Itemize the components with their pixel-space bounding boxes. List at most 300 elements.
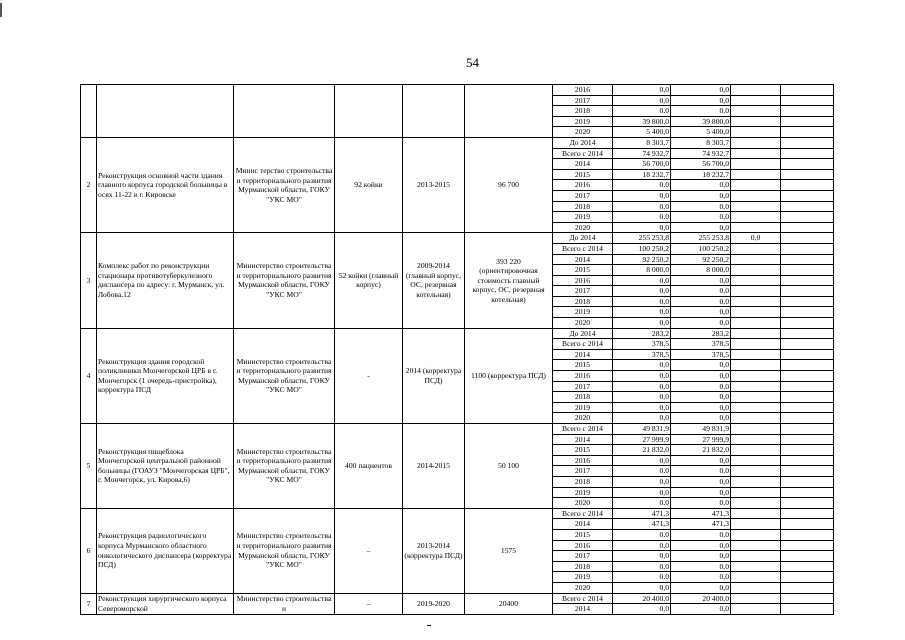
- project-period: 2014 (корректура ПСД): [403, 328, 465, 423]
- year-cell: Всего с 2014: [553, 508, 613, 519]
- federal-budget-cell: [731, 519, 781, 530]
- project-capacity: –: [335, 508, 403, 593]
- federal-budget-cell: [731, 487, 781, 498]
- project-customer: Министерство строительства и территориального развития Мурманской области, ГОКУ "УКС МО": [234, 233, 335, 328]
- federal-budget-cell: [731, 159, 781, 170]
- regional-budget-cell: 0,0: [671, 455, 731, 466]
- project-period: 2009-2014 (главный корпус, ОС, резервная котельная): [403, 233, 465, 328]
- federal-budget-cell: [731, 148, 781, 159]
- year-cell: 2019: [553, 572, 613, 583]
- other-cell: [781, 445, 834, 456]
- project-period: [403, 85, 465, 138]
- total-cell: 0,0: [613, 498, 671, 509]
- federal-budget-cell: [731, 212, 781, 223]
- other-cell: [781, 392, 834, 403]
- regional-budget-cell: 0,0: [671, 85, 731, 96]
- project-capacity: 92 койки: [335, 137, 403, 232]
- year-cell: 2015: [553, 360, 613, 371]
- project-customer: [234, 85, 335, 138]
- federal-budget-cell: [731, 466, 781, 477]
- regional-budget-cell: 0,0: [671, 286, 731, 297]
- total-cell: 0,0: [613, 307, 671, 318]
- federal-budget-cell: [731, 381, 781, 392]
- year-cell: 2017: [553, 466, 613, 477]
- other-cell: [781, 424, 834, 435]
- project-number: 5: [81, 424, 97, 509]
- total-cell: 74 932,7: [613, 148, 671, 159]
- regional-budget-cell: 0,0: [671, 476, 731, 487]
- regional-budget-cell: 0,0: [671, 371, 731, 382]
- total-cell: 0,0: [613, 222, 671, 233]
- total-cell: 471,3: [613, 508, 671, 519]
- regional-budget-cell: 471,3: [671, 508, 731, 519]
- project-customer: Министерство строительства и территориального развития Мурманской области, ГОКУ "УКС МО": [234, 508, 335, 593]
- regional-budget-cell: 0,0: [671, 296, 731, 307]
- regional-budget-cell: 8 000,0: [671, 265, 731, 276]
- table-row: [81, 593, 834, 604]
- project-cost: 20400: [465, 593, 553, 614]
- year-cell: 2015: [553, 169, 613, 180]
- regional-budget-cell: 18 232,7: [671, 169, 731, 180]
- total-cell: 18 232,7: [613, 169, 671, 180]
- total-cell: 378,5: [613, 339, 671, 350]
- federal-budget-cell: [731, 540, 781, 551]
- other-cell: [781, 254, 834, 265]
- table-row: [81, 508, 834, 519]
- other-cell: [781, 551, 834, 562]
- regional-budget-cell: 0,0: [671, 561, 731, 572]
- regional-budget-cell: 92 250,2: [671, 254, 731, 265]
- total-cell: 0,0: [613, 180, 671, 191]
- project-name: Реконструкция пищеблока Мончегорской центральной районной больницы (ГОАУЗ "Мончегорская ЦРБ", г. Мончегорск, ул. Кирова,6): [97, 424, 234, 509]
- regional-budget-cell: 0,0: [671, 95, 731, 106]
- year-cell: 2018: [553, 201, 613, 212]
- scan-edge-mark: [0, 3, 2, 17]
- other-cell: [781, 137, 834, 148]
- total-cell: 0,0: [613, 201, 671, 212]
- total-cell: 0,0: [613, 190, 671, 201]
- project-number: [81, 85, 97, 138]
- federal-budget-cell: [731, 561, 781, 572]
- year-cell: 2017: [553, 381, 613, 392]
- total-cell: 100 250,2: [613, 243, 671, 254]
- federal-budget-cell: [731, 180, 781, 191]
- total-cell: 0,0: [613, 551, 671, 562]
- project-cost: 50 100: [465, 424, 553, 509]
- total-cell: 471,3: [613, 519, 671, 530]
- project-capacity: 52 койки (главный корпус): [335, 233, 403, 328]
- project-cost: 1100 (корректура ПСД): [465, 328, 553, 423]
- regional-budget-cell: 0,0: [671, 381, 731, 392]
- year-cell: 2018: [553, 296, 613, 307]
- federal-budget-cell: [731, 127, 781, 138]
- total-cell: 49 831,9: [613, 424, 671, 435]
- year-cell: 2017: [553, 190, 613, 201]
- federal-budget-cell: [731, 286, 781, 297]
- other-cell: [781, 265, 834, 276]
- project-cost: 393 220 (ориентировочная стоимость главный корпус, ОС, резервная котельная): [465, 233, 553, 328]
- other-cell: [781, 328, 834, 339]
- total-cell: 0,0: [613, 360, 671, 371]
- project-customer: Минис терство строительства и территориального развития Мурманской области, ГОКУ "УКС МО": [234, 137, 335, 232]
- regional-budget-cell: 0,0: [671, 582, 731, 593]
- total-cell: 8 000,0: [613, 265, 671, 276]
- year-cell: 2014: [553, 349, 613, 360]
- project-period: 2013-2014 (корректура ПСД): [403, 508, 465, 593]
- other-cell: [781, 455, 834, 466]
- other-cell: [781, 349, 834, 360]
- federal-budget-cell: [731, 604, 781, 615]
- regional-budget-cell: 0,0: [671, 402, 731, 413]
- regional-budget-cell: 21 832,0: [671, 445, 731, 456]
- federal-budget-cell: [731, 296, 781, 307]
- total-cell: 255 253,8: [613, 233, 671, 244]
- other-cell: [781, 318, 834, 329]
- federal-budget-cell: 0,0: [731, 233, 781, 244]
- other-cell: [781, 381, 834, 392]
- construction-projects-table: [80, 84, 834, 615]
- other-cell: [781, 371, 834, 382]
- total-cell: 0,0: [613, 402, 671, 413]
- year-cell: 2015: [553, 265, 613, 276]
- project-capacity: [335, 85, 403, 138]
- year-cell: 2017: [553, 95, 613, 106]
- other-cell: [781, 201, 834, 212]
- regional-budget-cell: 27 999,9: [671, 434, 731, 445]
- year-cell: 2016: [553, 85, 613, 96]
- page-footer-dash: [427, 625, 431, 626]
- project-customer: Министерство строительства и: [234, 593, 335, 614]
- year-cell: 2017: [553, 286, 613, 297]
- other-cell: [781, 498, 834, 509]
- other-cell: [781, 127, 834, 138]
- total-cell: 0,0: [613, 540, 671, 551]
- regional-budget-cell: 378,5: [671, 339, 731, 350]
- project-number: 4: [81, 328, 97, 423]
- federal-budget-cell: [731, 593, 781, 604]
- federal-budget-cell: [731, 243, 781, 254]
- federal-budget-cell: [731, 106, 781, 117]
- federal-budget-cell: [731, 339, 781, 350]
- year-cell: 2015: [553, 445, 613, 456]
- table-row: [81, 424, 834, 435]
- year-cell: Всего с 2014: [553, 339, 613, 350]
- regional-budget-cell: 56 700,0: [671, 159, 731, 170]
- total-cell: 0,0: [613, 582, 671, 593]
- year-cell: 2019: [553, 307, 613, 318]
- other-cell: [781, 508, 834, 519]
- regional-budget-cell: 0,0: [671, 498, 731, 509]
- table-row: [81, 233, 834, 244]
- total-cell: 39 800,0: [613, 116, 671, 127]
- total-cell: 283,2: [613, 328, 671, 339]
- other-cell: [781, 190, 834, 201]
- project-name: Реконструкция радиологического корпуса Мурманского областного онкологического диспансера (корректура ПСД): [97, 508, 234, 593]
- project-capacity: -: [335, 328, 403, 423]
- project-cost: 96 700: [465, 137, 553, 232]
- total-cell: 0,0: [613, 476, 671, 487]
- other-cell: [781, 360, 834, 371]
- total-cell: 0,0: [613, 529, 671, 540]
- federal-budget-cell: [731, 392, 781, 403]
- federal-budget-cell: [731, 254, 781, 265]
- total-cell: 27 999,9: [613, 434, 671, 445]
- total-cell: 0,0: [613, 286, 671, 297]
- regional-budget-cell: 0,0: [671, 466, 731, 477]
- federal-budget-cell: [731, 434, 781, 445]
- total-cell: 0,0: [613, 318, 671, 329]
- regional-budget-cell: 0,0: [671, 551, 731, 562]
- year-cell: Всего с 2014: [553, 424, 613, 435]
- regional-budget-cell: 0,0: [671, 529, 731, 540]
- federal-budget-cell: [731, 318, 781, 329]
- page-number: 54: [466, 55, 479, 70]
- regional-budget-cell: 0,0: [671, 392, 731, 403]
- other-cell: [781, 180, 834, 191]
- total-cell: 0,0: [613, 487, 671, 498]
- total-cell: 0,0: [613, 392, 671, 403]
- project-number: 2: [81, 137, 97, 232]
- year-cell: Всего с 2014: [553, 593, 613, 604]
- other-cell: [781, 106, 834, 117]
- other-cell: [781, 476, 834, 487]
- project-number: 6: [81, 508, 97, 593]
- federal-budget-cell: [731, 529, 781, 540]
- regional-budget-cell: 471,3: [671, 519, 731, 530]
- table-row: [81, 328, 834, 339]
- regional-budget-cell: 0,0: [671, 180, 731, 191]
- total-cell: 0,0: [613, 466, 671, 477]
- regional-budget-cell: 0,0: [671, 212, 731, 223]
- federal-budget-cell: [731, 116, 781, 127]
- total-cell: 0,0: [613, 455, 671, 466]
- federal-budget-cell: [731, 476, 781, 487]
- other-cell: [781, 466, 834, 477]
- federal-budget-cell: [731, 169, 781, 180]
- year-cell: 2014: [553, 254, 613, 265]
- year-cell: 2016: [553, 455, 613, 466]
- regional-budget-cell: 0,0: [671, 604, 731, 615]
- regional-budget-cell: 283,2: [671, 328, 731, 339]
- year-cell: 2019: [553, 212, 613, 223]
- year-cell: 2019: [553, 402, 613, 413]
- table-body: [81, 85, 834, 615]
- regional-budget-cell: 0,0: [671, 201, 731, 212]
- federal-budget-cell: [731, 328, 781, 339]
- regional-budget-cell: 0,0: [671, 275, 731, 286]
- year-cell: 2014: [553, 434, 613, 445]
- other-cell: [781, 116, 834, 127]
- other-cell: [781, 148, 834, 159]
- regional-budget-cell: 39 800,0: [671, 116, 731, 127]
- regional-budget-cell: 20 400,0: [671, 593, 731, 604]
- regional-budget-cell: 0,0: [671, 190, 731, 201]
- regional-budget-cell: 5 400,0: [671, 127, 731, 138]
- regional-budget-cell: 0,0: [671, 572, 731, 583]
- other-cell: [781, 243, 834, 254]
- federal-budget-cell: [731, 498, 781, 509]
- year-cell: 2016: [553, 180, 613, 191]
- other-cell: [781, 572, 834, 583]
- other-cell: [781, 402, 834, 413]
- total-cell: 0,0: [613, 561, 671, 572]
- federal-budget-cell: [731, 190, 781, 201]
- total-cell: 0,0: [613, 275, 671, 286]
- total-cell: 20 400,0: [613, 593, 671, 604]
- regional-budget-cell: 49 831,9: [671, 424, 731, 435]
- federal-budget-cell: [731, 222, 781, 233]
- other-cell: [781, 413, 834, 424]
- other-cell: [781, 222, 834, 233]
- year-cell: Всего с 2014: [553, 148, 613, 159]
- other-cell: [781, 275, 834, 286]
- regional-budget-cell: 0,0: [671, 222, 731, 233]
- federal-budget-cell: [731, 201, 781, 212]
- project-capacity: 400 пациентов: [335, 424, 403, 509]
- project-period: 2013-2015: [403, 137, 465, 232]
- total-cell: 8 303,7: [613, 137, 671, 148]
- federal-budget-cell: [731, 95, 781, 106]
- year-cell: 2020: [553, 498, 613, 509]
- year-cell: 2016: [553, 540, 613, 551]
- total-cell: 0,0: [613, 106, 671, 117]
- year-cell: До 2014: [553, 233, 613, 244]
- other-cell: [781, 233, 834, 244]
- federal-budget-cell: [731, 551, 781, 562]
- other-cell: [781, 159, 834, 170]
- other-cell: [781, 561, 834, 572]
- federal-budget-cell: [731, 508, 781, 519]
- year-cell: 2019: [553, 487, 613, 498]
- other-cell: [781, 307, 834, 318]
- federal-budget-cell: [731, 85, 781, 96]
- table-row: [81, 85, 834, 96]
- year-cell: 2014: [553, 519, 613, 530]
- regional-budget-cell: 378,5: [671, 349, 731, 360]
- year-cell: 2020: [553, 413, 613, 424]
- other-cell: [781, 529, 834, 540]
- project-cost: [465, 85, 553, 138]
- federal-budget-cell: [731, 265, 781, 276]
- year-cell: 2018: [553, 476, 613, 487]
- year-cell: 2014: [553, 159, 613, 170]
- other-cell: [781, 540, 834, 551]
- regional-budget-cell: 74 932,7: [671, 148, 731, 159]
- total-cell: 0,0: [613, 296, 671, 307]
- total-cell: 0,0: [613, 371, 671, 382]
- other-cell: [781, 169, 834, 180]
- regional-budget-cell: 0,0: [671, 307, 731, 318]
- year-cell: 2020: [553, 318, 613, 329]
- other-cell: [781, 212, 834, 223]
- year-cell: 2018: [553, 561, 613, 572]
- year-cell: 2016: [553, 371, 613, 382]
- regional-budget-cell: 0,0: [671, 106, 731, 117]
- federal-budget-cell: [731, 371, 781, 382]
- project-customer: Министерство строительства и территориального развития Мурманской области, ГОКУ "УКС МО": [234, 328, 335, 423]
- project-number: 3: [81, 233, 97, 328]
- year-cell: 2014: [553, 604, 613, 615]
- project-cost: 1575: [465, 508, 553, 593]
- project-name: [97, 85, 234, 138]
- other-cell: [781, 95, 834, 106]
- year-cell: Всего с 2014: [553, 243, 613, 254]
- federal-budget-cell: [731, 582, 781, 593]
- regional-budget-cell: 0,0: [671, 487, 731, 498]
- project-name: Реконструкция основной части здания главного корпуса городской больницы в осях 11-22 в г. Кировске: [97, 137, 234, 232]
- federal-budget-cell: [731, 413, 781, 424]
- federal-budget-cell: [731, 402, 781, 413]
- other-cell: [781, 434, 834, 445]
- federal-budget-cell: [731, 275, 781, 286]
- total-cell: 0,0: [613, 95, 671, 106]
- regional-budget-cell: 0,0: [671, 360, 731, 371]
- project-name: Реконструкция хирургического корпуса Североморской: [97, 593, 234, 614]
- regional-budget-cell: 100 250,2: [671, 243, 731, 254]
- other-cell: [781, 582, 834, 593]
- federal-budget-cell: [731, 572, 781, 583]
- regional-budget-cell: 0,0: [671, 413, 731, 424]
- regional-budget-cell: 8 303,7: [671, 137, 731, 148]
- regional-budget-cell: 255 253,8: [671, 233, 731, 244]
- project-period: 2014-2015: [403, 424, 465, 509]
- total-cell: 0,0: [613, 572, 671, 583]
- total-cell: 56 700,0: [613, 159, 671, 170]
- year-cell: 2018: [553, 392, 613, 403]
- federal-budget-cell: [731, 360, 781, 371]
- year-cell: 2015: [553, 529, 613, 540]
- other-cell: [781, 604, 834, 615]
- year-cell: 2020: [553, 582, 613, 593]
- table-row: [81, 137, 834, 148]
- other-cell: [781, 296, 834, 307]
- other-cell: [781, 519, 834, 530]
- federal-budget-cell: [731, 455, 781, 466]
- other-cell: [781, 286, 834, 297]
- year-cell: 2018: [553, 106, 613, 117]
- project-number: 7: [81, 593, 97, 614]
- year-cell: До 2014: [553, 328, 613, 339]
- total-cell: 0,0: [613, 381, 671, 392]
- other-cell: [781, 593, 834, 604]
- project-capacity: –: [335, 593, 403, 614]
- project-name: Комплекс работ по реконструкции стационара противотуберкулезного диспансера по адресу: г. Мурманск, ул. Лобова,12: [97, 233, 234, 328]
- federal-budget-cell: [731, 137, 781, 148]
- total-cell: 0,0: [613, 604, 671, 615]
- federal-budget-cell: [731, 349, 781, 360]
- federal-budget-cell: [731, 307, 781, 318]
- federal-budget-cell: [731, 445, 781, 456]
- total-cell: 0,0: [613, 212, 671, 223]
- other-cell: [781, 85, 834, 96]
- project-customer: Министерство строительства и территориального развития Мурманской области, ГОКУ "УКС МО": [234, 424, 335, 509]
- year-cell: 2019: [553, 116, 613, 127]
- total-cell: 5 400,0: [613, 127, 671, 138]
- project-name: Реконструкция здания городской поликлиники Мончегорской ЦРБ в г. Мончегорск (1 очередь-пристройка), корректура ПСД: [97, 328, 234, 423]
- year-cell: До 2014: [553, 137, 613, 148]
- total-cell: 92 250,2: [613, 254, 671, 265]
- federal-budget-cell: [731, 424, 781, 435]
- total-cell: 0,0: [613, 413, 671, 424]
- year-cell: 2016: [553, 275, 613, 286]
- project-period: 2019-2020: [403, 593, 465, 614]
- year-cell: 2017: [553, 551, 613, 562]
- year-cell: 2020: [553, 127, 613, 138]
- total-cell: 21 832,0: [613, 445, 671, 456]
- other-cell: [781, 339, 834, 350]
- regional-budget-cell: 0,0: [671, 540, 731, 551]
- total-cell: 0,0: [613, 85, 671, 96]
